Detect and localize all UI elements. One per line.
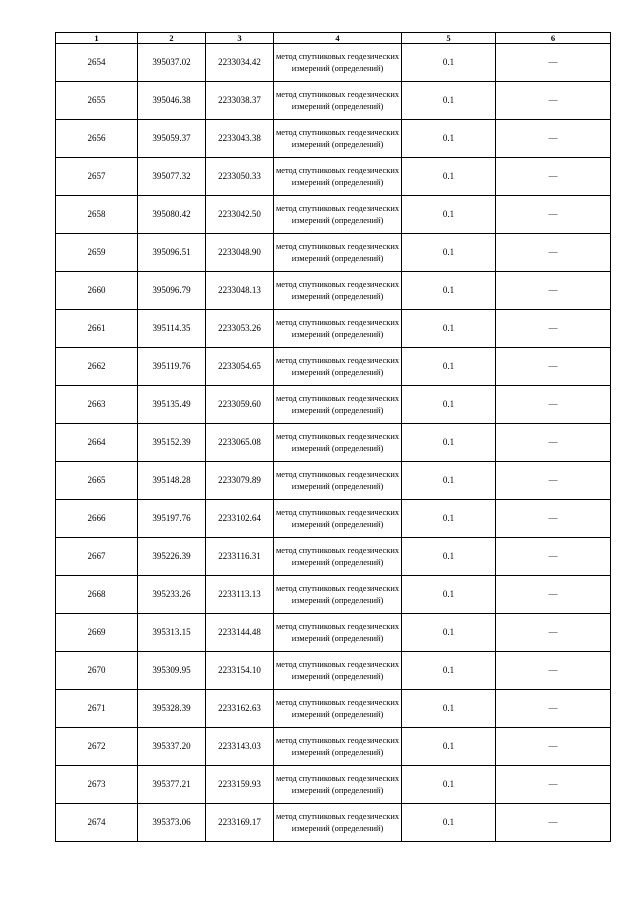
- point-number-cell: 2666: [56, 500, 138, 538]
- y-coordinate-cell: 2233059.60: [206, 386, 274, 424]
- method-cell: метод спутниковых геодезических измерений (определений): [274, 234, 402, 272]
- accuracy-cell: 0.1: [402, 652, 496, 690]
- column-header-4: 4: [274, 33, 402, 44]
- accuracy-cell: 0.1: [402, 234, 496, 272]
- x-coordinate-cell: 395046.38: [138, 82, 206, 120]
- column-header-1: 1: [56, 33, 138, 44]
- method-cell: метод спутниковых геодезических измерений (определений): [274, 158, 402, 196]
- point-number-cell: 2672: [56, 728, 138, 766]
- table-row: [56, 766, 611, 804]
- method-cell: метод спутниковых геодезических измерений (определений): [274, 44, 402, 82]
- point-number-cell: 2671: [56, 690, 138, 728]
- y-coordinate-cell: 2233038.37: [206, 82, 274, 120]
- y-coordinate-cell: 2233159.93: [206, 766, 274, 804]
- method-cell: метод спутниковых геодезических измерений (определений): [274, 500, 402, 538]
- method-cell: метод спутниковых геодезических измерений (определений): [274, 82, 402, 120]
- point-number-cell: 2665: [56, 462, 138, 500]
- note-cell: —: [496, 652, 611, 690]
- table-row: [56, 576, 611, 614]
- note-cell: —: [496, 196, 611, 234]
- method-cell: метод спутниковых геодезических измерений (определений): [274, 804, 402, 842]
- point-number-cell: 2669: [56, 614, 138, 652]
- method-cell: метод спутниковых геодезических измерений (определений): [274, 766, 402, 804]
- x-coordinate-cell: 395226.39: [138, 538, 206, 576]
- note-cell: —: [496, 728, 611, 766]
- x-coordinate-cell: 395119.76: [138, 348, 206, 386]
- note-cell: —: [496, 44, 611, 82]
- point-number-cell: 2667: [56, 538, 138, 576]
- x-coordinate-cell: 395152.39: [138, 424, 206, 462]
- table-row: [56, 728, 611, 766]
- point-number-cell: 2674: [56, 804, 138, 842]
- table-row: [56, 424, 611, 462]
- method-cell: метод спутниковых геодезических измерений (определений): [274, 386, 402, 424]
- accuracy-cell: 0.1: [402, 120, 496, 158]
- y-coordinate-cell: 2233048.13: [206, 272, 274, 310]
- y-coordinate-cell: 2233162.63: [206, 690, 274, 728]
- y-coordinate-cell: 2233065.08: [206, 424, 274, 462]
- method-cell: метод спутниковых геодезических измерений (определений): [274, 652, 402, 690]
- table-row: [56, 804, 611, 842]
- point-number-cell: 2655: [56, 82, 138, 120]
- note-cell: —: [496, 348, 611, 386]
- y-coordinate-cell: 2233154.10: [206, 652, 274, 690]
- method-cell: метод спутниковых геодезических измерений (определений): [274, 272, 402, 310]
- table-row: [56, 386, 611, 424]
- x-coordinate-cell: 395377.21: [138, 766, 206, 804]
- note-cell: —: [496, 500, 611, 538]
- point-number-cell: 2664: [56, 424, 138, 462]
- method-cell: метод спутниковых геодезических измерений (определений): [274, 614, 402, 652]
- y-coordinate-cell: 2233048.90: [206, 234, 274, 272]
- table-row: [56, 234, 611, 272]
- point-number-cell: 2663: [56, 386, 138, 424]
- y-coordinate-cell: 2233144.48: [206, 614, 274, 652]
- x-coordinate-cell: 395233.26: [138, 576, 206, 614]
- y-coordinate-cell: 2233116.31: [206, 538, 274, 576]
- y-coordinate-cell: 2233043.38: [206, 120, 274, 158]
- accuracy-cell: 0.1: [402, 272, 496, 310]
- point-number-cell: 2660: [56, 272, 138, 310]
- accuracy-cell: 0.1: [402, 614, 496, 652]
- accuracy-cell: 0.1: [402, 766, 496, 804]
- table-row: [56, 614, 611, 652]
- note-cell: —: [496, 120, 611, 158]
- note-cell: —: [496, 766, 611, 804]
- note-cell: —: [496, 272, 611, 310]
- method-cell: метод спутниковых геодезических измерений (определений): [274, 462, 402, 500]
- table-row: [56, 652, 611, 690]
- method-cell: метод спутниковых геодезических измерений (определений): [274, 348, 402, 386]
- accuracy-cell: 0.1: [402, 690, 496, 728]
- y-coordinate-cell: 2233143.03: [206, 728, 274, 766]
- point-number-cell: 2658: [56, 196, 138, 234]
- note-cell: —: [496, 310, 611, 348]
- note-cell: —: [496, 614, 611, 652]
- accuracy-cell: 0.1: [402, 158, 496, 196]
- y-coordinate-cell: 2233034.42: [206, 44, 274, 82]
- table-row: [56, 462, 611, 500]
- x-coordinate-cell: 395135.49: [138, 386, 206, 424]
- point-number-cell: 2654: [56, 44, 138, 82]
- x-coordinate-cell: 395328.39: [138, 690, 206, 728]
- x-coordinate-cell: 395148.28: [138, 462, 206, 500]
- accuracy-cell: 0.1: [402, 804, 496, 842]
- accuracy-cell: 0.1: [402, 44, 496, 82]
- method-cell: метод спутниковых геодезических измерений (определений): [274, 196, 402, 234]
- table-row: [56, 82, 611, 120]
- accuracy-cell: 0.1: [402, 386, 496, 424]
- x-coordinate-cell: 395077.32: [138, 158, 206, 196]
- method-cell: метод спутниковых геодезических измерений (определений): [274, 538, 402, 576]
- accuracy-cell: 0.1: [402, 576, 496, 614]
- accuracy-cell: 0.1: [402, 196, 496, 234]
- table-row: [56, 44, 611, 82]
- x-coordinate-cell: 395096.51: [138, 234, 206, 272]
- note-cell: —: [496, 538, 611, 576]
- accuracy-cell: 0.1: [402, 82, 496, 120]
- x-coordinate-cell: 395096.79: [138, 272, 206, 310]
- note-cell: —: [496, 804, 611, 842]
- y-coordinate-cell: 2233054.65: [206, 348, 274, 386]
- point-number-cell: 2662: [56, 348, 138, 386]
- x-coordinate-cell: 395197.76: [138, 500, 206, 538]
- point-number-cell: 2657: [56, 158, 138, 196]
- table-row: [56, 158, 611, 196]
- table-row: [56, 538, 611, 576]
- x-coordinate-cell: 395037.02: [138, 44, 206, 82]
- accuracy-cell: 0.1: [402, 424, 496, 462]
- table-row: [56, 120, 611, 158]
- note-cell: —: [496, 82, 611, 120]
- x-coordinate-cell: 395059.37: [138, 120, 206, 158]
- y-coordinate-cell: 2233169.17: [206, 804, 274, 842]
- method-cell: метод спутниковых геодезических измерений (определений): [274, 576, 402, 614]
- y-coordinate-cell: 2233053.26: [206, 310, 274, 348]
- point-number-cell: 2661: [56, 310, 138, 348]
- y-coordinate-cell: 2233050.33: [206, 158, 274, 196]
- accuracy-cell: 0.1: [402, 728, 496, 766]
- method-cell: метод спутниковых геодезических измерений (определений): [274, 424, 402, 462]
- accuracy-cell: 0.1: [402, 462, 496, 500]
- table-row: [56, 348, 611, 386]
- x-coordinate-cell: 395313.15: [138, 614, 206, 652]
- table-row: [56, 500, 611, 538]
- note-cell: —: [496, 690, 611, 728]
- note-cell: —: [496, 158, 611, 196]
- table-row: [56, 272, 611, 310]
- x-coordinate-cell: 395309.95: [138, 652, 206, 690]
- x-coordinate-cell: 395114.35: [138, 310, 206, 348]
- method-cell: метод спутниковых геодезических измерений (определений): [274, 690, 402, 728]
- point-number-cell: 2673: [56, 766, 138, 804]
- table-body: [56, 44, 611, 842]
- table-row: [56, 310, 611, 348]
- x-coordinate-cell: 395080.42: [138, 196, 206, 234]
- point-number-cell: 2668: [56, 576, 138, 614]
- note-cell: —: [496, 462, 611, 500]
- point-number-cell: 2656: [56, 120, 138, 158]
- accuracy-cell: 0.1: [402, 538, 496, 576]
- coordinates-table: [55, 32, 611, 842]
- y-coordinate-cell: 2233113.13: [206, 576, 274, 614]
- table-row: [56, 196, 611, 234]
- point-number-cell: 2659: [56, 234, 138, 272]
- table-row: [56, 690, 611, 728]
- method-cell: метод спутниковых геодезических измерений (определений): [274, 728, 402, 766]
- accuracy-cell: 0.1: [402, 500, 496, 538]
- point-number-cell: 2670: [56, 652, 138, 690]
- note-cell: —: [496, 386, 611, 424]
- y-coordinate-cell: 2233042.50: [206, 196, 274, 234]
- note-cell: —: [496, 234, 611, 272]
- accuracy-cell: 0.1: [402, 310, 496, 348]
- accuracy-cell: 0.1: [402, 348, 496, 386]
- method-cell: метод спутниковых геодезических измерений (определений): [274, 120, 402, 158]
- method-cell: метод спутниковых геодезических измерений (определений): [274, 310, 402, 348]
- column-header-2: 2: [138, 33, 206, 44]
- column-header-3: 3: [206, 33, 274, 44]
- note-cell: —: [496, 576, 611, 614]
- y-coordinate-cell: 2233079.89: [206, 462, 274, 500]
- note-cell: —: [496, 424, 611, 462]
- x-coordinate-cell: 395373.06: [138, 804, 206, 842]
- column-header-6: 6: [496, 33, 611, 44]
- column-header-5: 5: [402, 33, 496, 44]
- y-coordinate-cell: 2233102.64: [206, 500, 274, 538]
- x-coordinate-cell: 395337.20: [138, 728, 206, 766]
- table-header-row: [56, 33, 611, 44]
